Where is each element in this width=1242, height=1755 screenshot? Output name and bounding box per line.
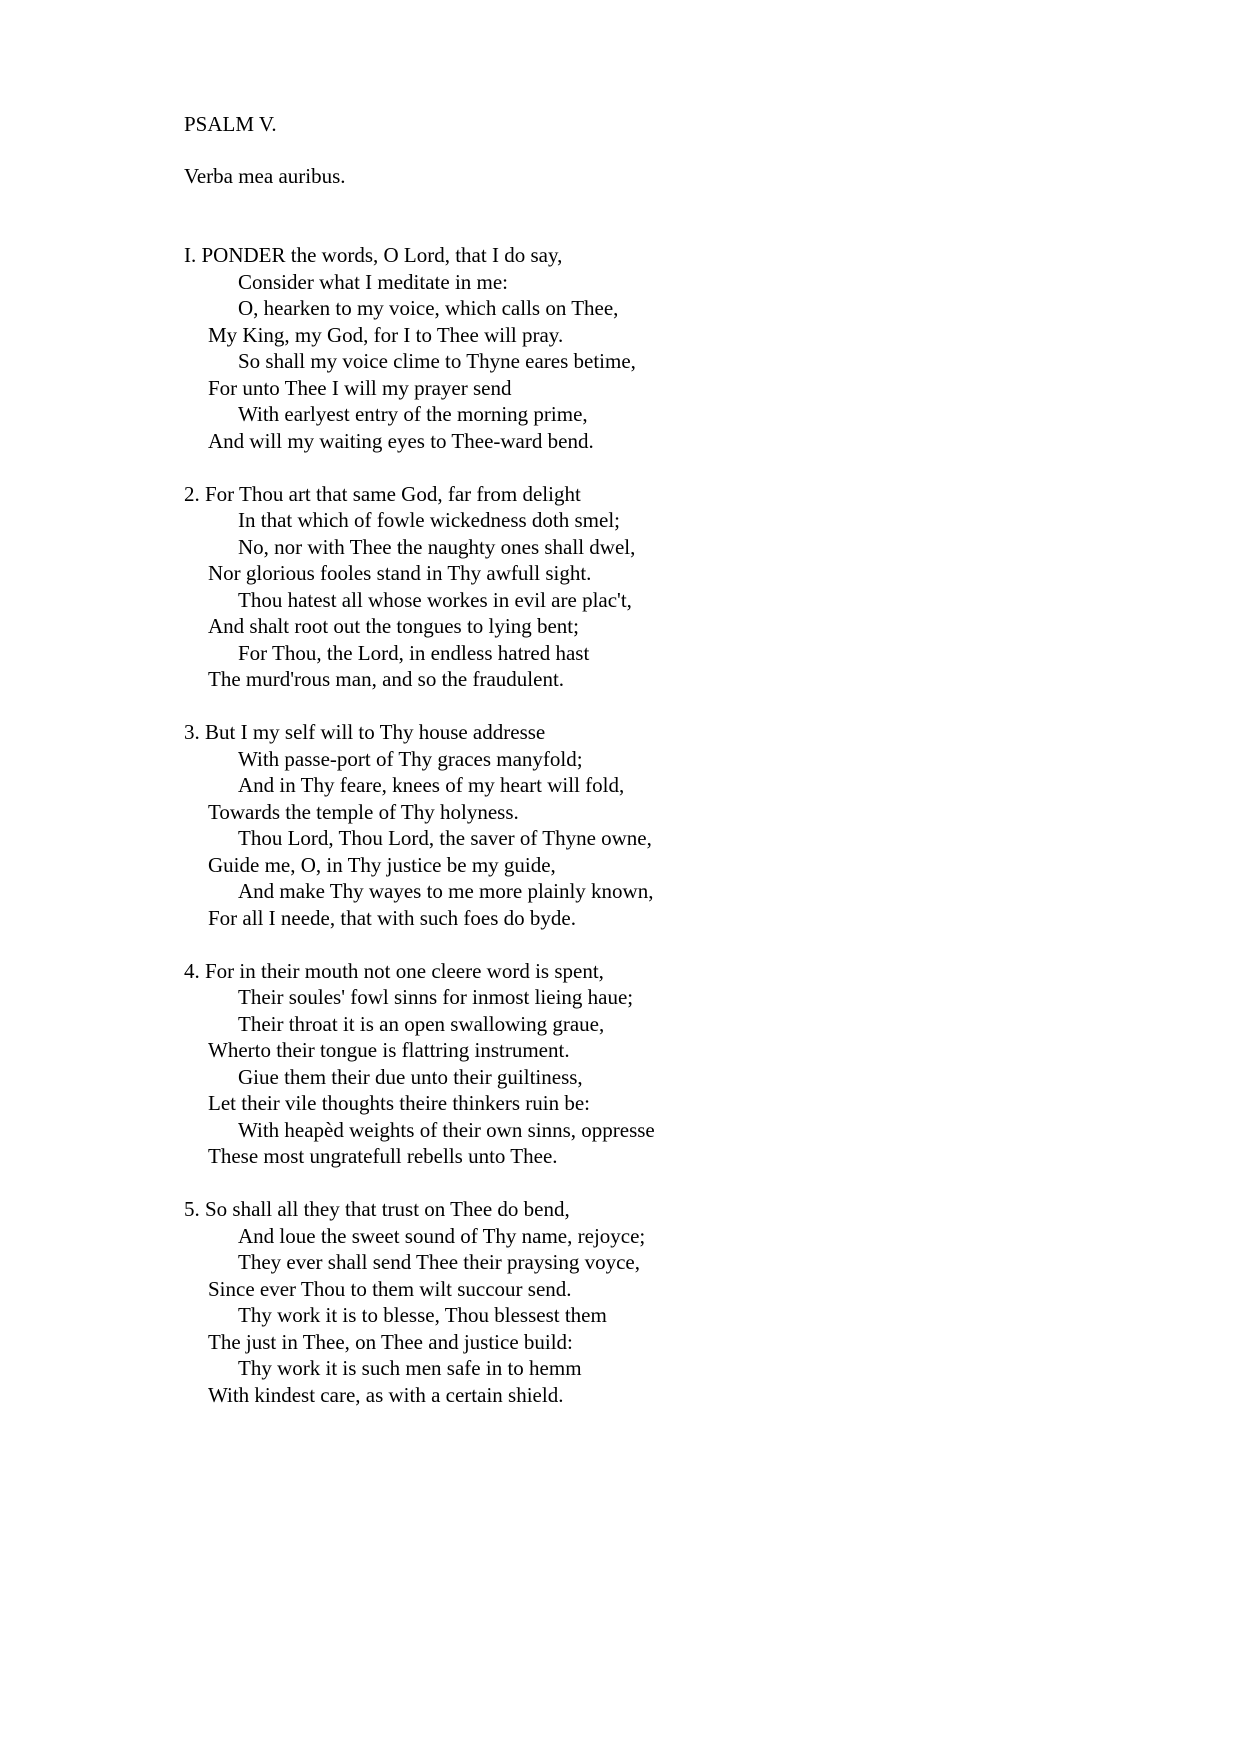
verse-line: The just in Thee, on Thee and justice build: xyxy=(208,1329,573,1354)
verse-line: In that which of fowle wickedness doth smel; xyxy=(238,508,620,532)
psalm-page xyxy=(184,111,1084,1408)
stanza-3 xyxy=(184,719,1084,931)
verse-line: Their throat it is an open swallowing graue, xyxy=(238,1011,605,1036)
verse-line: 3. But I my self will to Thy house addresse xyxy=(184,720,546,744)
verse-line: The murd'rous man, and so the fraudulent. xyxy=(208,667,565,691)
verse-line: Consider what I meditate in me: xyxy=(238,269,509,294)
verse-line: Thy work it is such men safe in to hemm xyxy=(238,1356,582,1380)
verse-line: With heapèd weights of their own sinns, oppresse xyxy=(238,1117,655,1142)
verse-line: For all I neede, that with such foes do byde. xyxy=(208,905,576,930)
verse-line: Their soules' fowl sinns for inmost lieing haue; xyxy=(238,985,634,1009)
verse-line: With passe-port of Thy graces manyfold; xyxy=(238,746,583,771)
verse-line: And in Thy feare, knees of my heart will fold, xyxy=(238,773,625,797)
psalm-title: PSALM V. xyxy=(184,112,277,136)
verse-line: 4. For in their mouth not one cleere word is spent, xyxy=(184,958,604,983)
stanza-4 xyxy=(184,958,1084,1170)
verse-line: And shalt root out the tongues to lying bent; xyxy=(208,614,579,638)
verse-line: Thou Lord, Thou Lord, the saver of Thyne owne, xyxy=(238,826,652,850)
stanza-1 xyxy=(184,242,1084,454)
verse-line: And will my waiting eyes to Thee-ward bend. xyxy=(208,428,594,453)
verse-line: For unto Thee I will my prayer send xyxy=(208,375,512,400)
verse-line: With earlyest entry of the morning prime, xyxy=(238,402,588,426)
verse-line: Nor glorious fooles stand in Thy awfull sight. xyxy=(208,561,592,585)
verse-line: Since ever Thou to them wilt succour send. xyxy=(208,1276,572,1301)
verse-line: 5. So shall all they that trust on Thee do bend, xyxy=(184,1197,570,1221)
verse-line: Thy work it is to blesse, Thou blessest them xyxy=(238,1303,607,1327)
verse-line: Giue them their due unto their guiltiness, xyxy=(238,1064,583,1089)
stanza-2 xyxy=(184,481,1084,693)
verse-line: Thou hatest all whose workes in evil are plac't, xyxy=(238,587,632,612)
verse-line: I. PONDER the words, O Lord, that I do say, xyxy=(184,243,563,267)
verse-line: These most ungratefull rebells unto Thee. xyxy=(208,1144,558,1168)
verse-line: With kindest care, as with a certain shield. xyxy=(208,1382,564,1407)
verse-line: O, hearken to my voice, which calls on Thee, xyxy=(238,296,619,320)
verse-line: Let their vile thoughts theire thinkers ruin be: xyxy=(208,1091,590,1115)
verse-line: No, nor with Thee the naughty ones shall dwel, xyxy=(238,534,636,559)
stanza-5 xyxy=(184,1196,1084,1408)
verse-line: Guide me, O, in Thy justice be my guide, xyxy=(208,852,556,877)
verse-line: And loue the sweet sound of Thy name, rejoyce; xyxy=(238,1223,646,1248)
verse-line: My King, my God, for I to Thee will pray. xyxy=(208,322,564,347)
verse-line: They ever shall send Thee their praysing voyce, xyxy=(238,1250,640,1274)
verse-line: And make Thy wayes to me more plainly known, xyxy=(238,879,654,903)
verse-line: So shall my voice clime to Thyne eares betime, xyxy=(238,349,636,373)
verse-line: Wherto their tongue is flattring instrument. xyxy=(208,1038,570,1062)
verse-line: 2. For Thou art that same God, far from delight xyxy=(184,481,581,506)
verse-line: Towards the temple of Thy holyness. xyxy=(208,799,519,824)
psalm-subtitle: Verba mea auribus. xyxy=(184,164,346,188)
verse-line: For Thou, the Lord, in endless hatred hast xyxy=(238,640,590,665)
